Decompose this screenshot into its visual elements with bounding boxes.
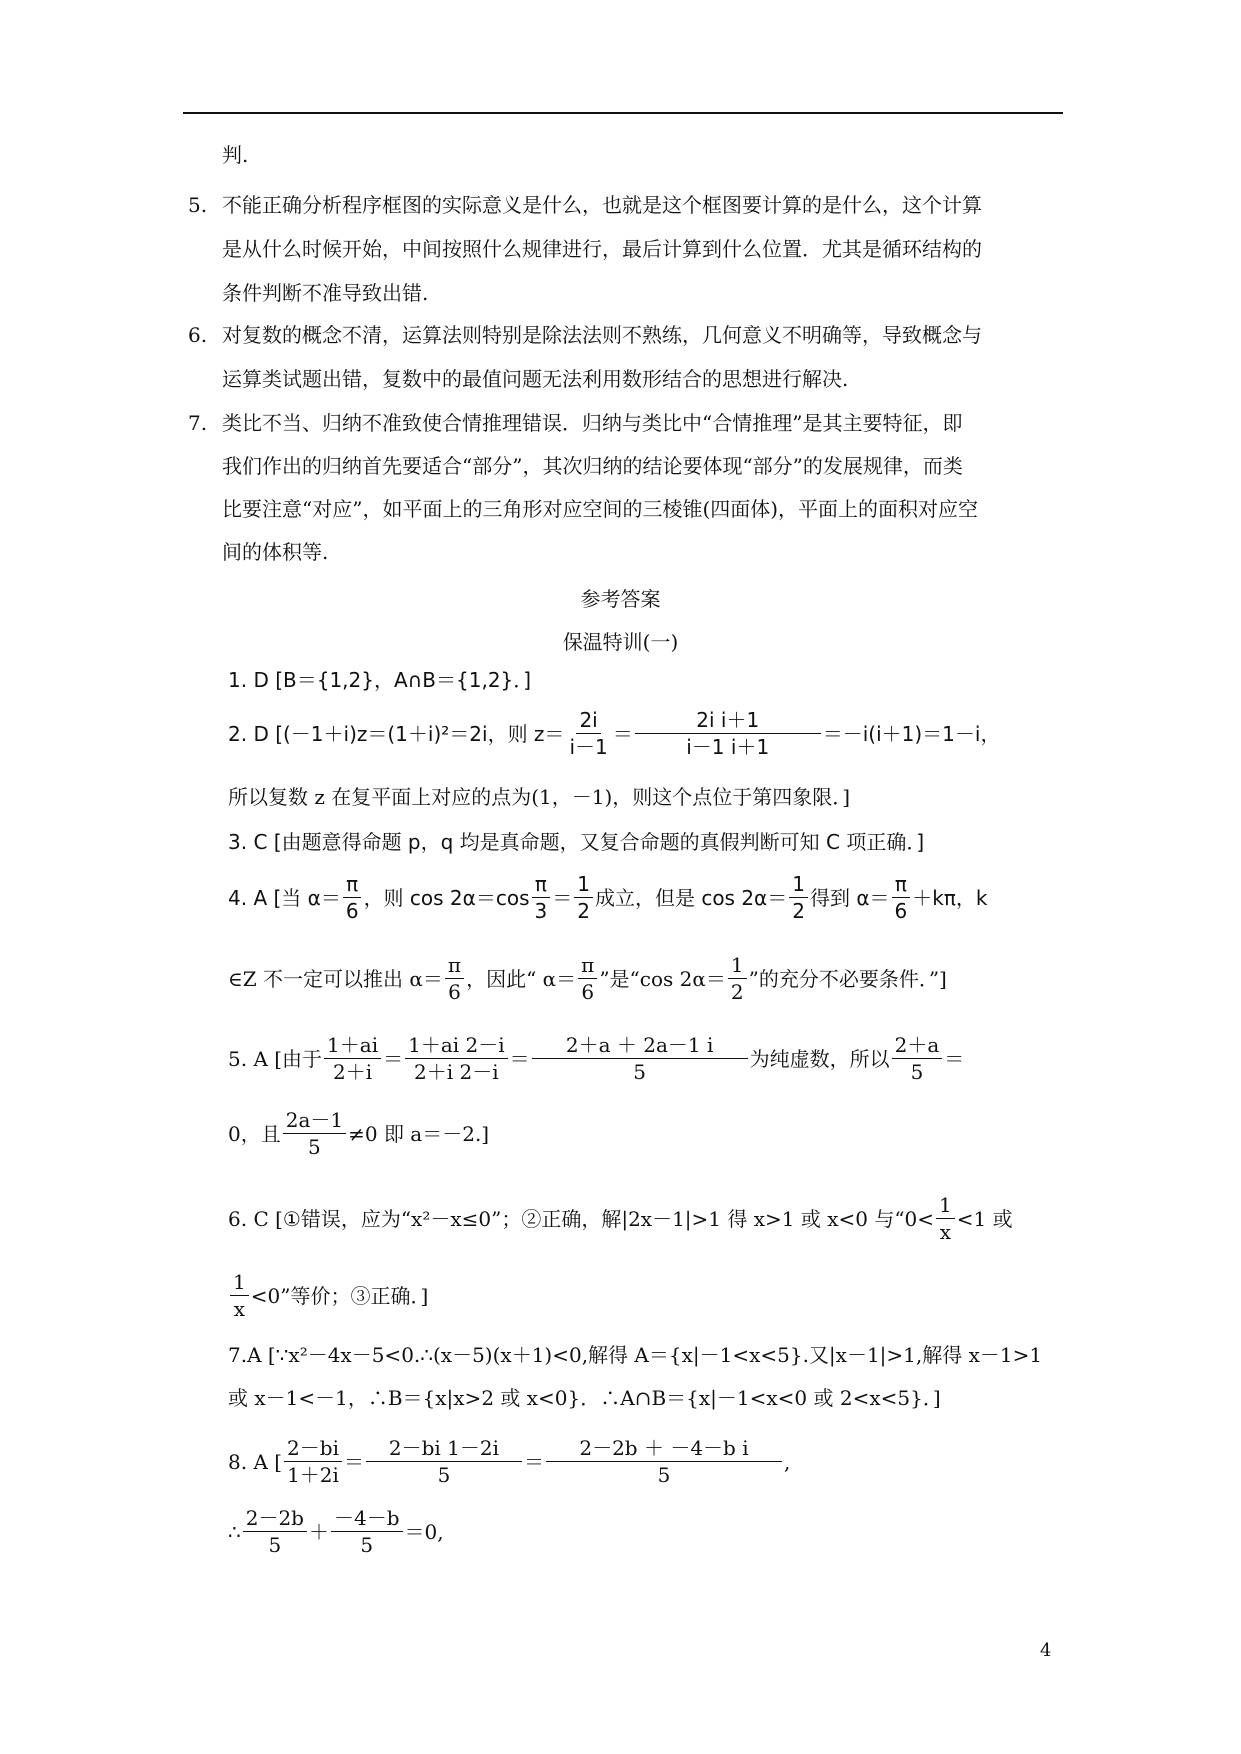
item-5-line-2: 是从什么时候开始，中间按照什么规律进行，最后计算到什么位置．尤其是循环结构的	[222, 237, 982, 261]
text: <1 或	[956, 1206, 1013, 1231]
fraction	[283, 1110, 346, 1157]
numerator: π	[892, 874, 910, 898]
continued-text: 判.	[222, 143, 249, 167]
fraction	[284, 1438, 342, 1485]
header-rule	[183, 112, 1063, 114]
numerator: －4－b	[331, 1508, 403, 1532]
answer-5-line-2	[228, 1110, 489, 1157]
fraction	[243, 1508, 307, 1555]
answer-2-fraction-1	[566, 710, 610, 757]
numerator: 2i i＋1	[635, 710, 821, 734]
item-5-number: 5.	[188, 193, 208, 217]
fraction-pi-6	[578, 955, 597, 1002]
answer-8-line-2	[228, 1508, 444, 1555]
text: ≠0 即 a＝－2.]	[348, 1121, 490, 1146]
denominator: i－1 i＋1	[686, 735, 770, 759]
denominator: 5	[437, 1463, 451, 1487]
denominator: 3	[534, 899, 548, 923]
text: ，则 cos 2α＝cos	[363, 885, 530, 910]
equals: ＝	[523, 1449, 544, 1474]
equals: ＝	[612, 721, 633, 746]
text: 8. A [	[228, 1449, 283, 1474]
numerator: 2＋a	[892, 1035, 943, 1059]
text: ，因此“ α＝	[466, 966, 577, 991]
numerator: 2－bi	[284, 1438, 342, 1462]
denominator: 5	[657, 1463, 671, 1487]
answer-2-line-1	[228, 710, 1000, 757]
text: 5. A [由于	[228, 1046, 323, 1071]
answer-2-fraction-2	[635, 710, 821, 757]
answer-1: 1. D [B＝{1,2}，A∩B＝{1,2}．]	[228, 668, 532, 692]
denominator: 2	[577, 899, 590, 923]
answer-8-line-1	[228, 1438, 790, 1485]
numerator: 2i	[576, 710, 600, 734]
item-7-line-4: 间的体积等.	[222, 540, 329, 564]
page-number: 4	[1040, 1640, 1052, 1661]
text: ,	[783, 1449, 791, 1474]
fraction-1-2	[789, 874, 808, 921]
text: 得到 α＝	[809, 885, 890, 910]
denominator: 1＋2i	[287, 1463, 339, 1487]
denominator: 5	[360, 1533, 374, 1557]
numerator: 1＋ai 2－i	[405, 1035, 508, 1059]
numerator: 2－2b	[243, 1508, 307, 1532]
answer-4-line-1	[228, 874, 987, 921]
answer-4-line-2	[228, 955, 947, 1002]
item-5-line-1: 不能正确分析程序框图的实际意义是什么，也就是这个框图要计算的是什么，这个计算	[222, 193, 982, 217]
denominator: 2	[792, 899, 805, 923]
fraction	[546, 1438, 782, 1485]
denominator: 6	[581, 980, 595, 1004]
text: ”的充分不必要条件．”]	[748, 966, 947, 991]
text: ＋	[309, 1519, 329, 1544]
text: 成立，但是 cos 2α＝	[594, 885, 788, 910]
item-6-number: 6.	[188, 323, 208, 347]
item-5-line-3: 条件判断不准导致出错.	[222, 281, 429, 305]
numerator: π	[343, 874, 361, 898]
text: 6. C [①错误，应为“x²－x≤0”；②正确，解|2x－1|>1 得 x>1 或 x<0 与“0<	[228, 1206, 935, 1231]
text: ∈Z 不一定可以推出 α＝	[228, 966, 443, 991]
fraction	[532, 1035, 748, 1082]
numerator: π	[578, 955, 597, 979]
denominator: 2＋i 2－i	[414, 1060, 499, 1084]
answer-5-line-1	[228, 1035, 964, 1082]
answer-2-post: ＝－i(i＋1)＝1－i，	[822, 721, 1001, 746]
item-7-line-3: 比要注意“对应”，如平面上的三角形对应空间的三棱锥(四面体)，平面上的面积对应空	[222, 497, 979, 521]
numerator: 1	[728, 955, 747, 979]
equals: ＝	[552, 885, 573, 910]
answer-2-line-2: 所以复数 z 在复平面上对应的点为(1，－1)，则这个点位于第四象限．]	[228, 785, 851, 809]
numerator: 1	[789, 874, 808, 898]
numerator: π	[532, 874, 550, 898]
numerator: 1	[574, 874, 593, 898]
numerator: 2－2b ＋ －4－b i	[546, 1438, 782, 1462]
fraction-pi-6	[445, 955, 464, 1002]
fraction-pi-6	[892, 874, 911, 921]
text: 0，且	[228, 1121, 281, 1146]
text: ＋kπ，k	[912, 885, 988, 910]
fraction-1-2	[574, 874, 593, 921]
numerator: 1	[230, 1272, 249, 1296]
text: 为纯虚数，所以	[749, 1046, 890, 1071]
text: ＝0,	[404, 1519, 444, 1544]
text: ∴	[228, 1519, 241, 1544]
answers-title: 参考答案	[580, 587, 661, 611]
fraction	[331, 1508, 403, 1555]
denominator: 2＋i	[333, 1060, 373, 1084]
equals: ＝	[383, 1046, 404, 1071]
denominator: 6	[894, 899, 908, 923]
item-7-number: 7.	[188, 411, 208, 435]
answer-3: 3. C [由题意得命题 p，q 均是真命题，又复合命题的真假判断可知 C 项正确．]	[228, 830, 925, 854]
denominator: 5	[910, 1060, 924, 1084]
text: ”是“cos 2α＝	[599, 966, 726, 991]
item-7-line-2: 我们作出的归纳首先要适合“部分”，其次归纳的结论要体现“部分”的发展规律，而类	[222, 454, 963, 478]
answer-7-line-2: 或 x－1<－1，∴B＝{x|x>2 或 x<0}．∴A∩B＝{x|－1<x<0 或 2<x<5}．]	[228, 1386, 941, 1410]
denominator: 2	[730, 980, 744, 1004]
equals: ＝	[343, 1449, 364, 1474]
numerator: π	[445, 955, 464, 979]
equals: ＝	[944, 1046, 965, 1071]
item-7-line-1: 类比不当、归纳不准致使合情推理错误．归纳与类比中“合情推理”是其主要特征，即	[222, 411, 963, 435]
text: <0”等价；③正确．]	[250, 1283, 429, 1308]
answers-subtitle: 保温特训(一)	[562, 630, 679, 654]
fraction	[405, 1035, 508, 1082]
numerator: 2－bi 1－2i	[366, 1438, 522, 1462]
denominator: x	[939, 1220, 952, 1244]
fraction-1-2	[728, 955, 747, 1002]
numerator: 2a－1	[283, 1110, 346, 1134]
denominator: i－1	[569, 735, 608, 759]
numerator: 1＋ai	[324, 1035, 381, 1059]
denominator: 5	[633, 1060, 646, 1084]
denominator: 5	[308, 1135, 321, 1159]
numerator: 1	[936, 1195, 955, 1219]
fraction	[324, 1035, 381, 1082]
denominator: x	[233, 1297, 245, 1321]
answer-6-line-2	[228, 1272, 428, 1319]
denominator: 5	[268, 1533, 282, 1557]
answer-7-line-1: 7.A [∵x²－4x－5<0.∴(x－5)(x＋1)<0,解得 A＝{x|－1<x<5}.又|x－1|>1,解得 x－1>1	[228, 1343, 1043, 1367]
answer-2-pre: 2. D [(－1＋i)z＝(1＋i)²＝2i，则 z＝	[228, 721, 565, 746]
numerator: 2＋a ＋ 2a－1 i	[532, 1035, 748, 1059]
fraction	[366, 1438, 522, 1485]
denominator: 6	[345, 899, 359, 923]
answer-6-line-1	[228, 1195, 1013, 1242]
item-6-line-2: 运算类试题出错，复数中的最值问题无法利用数形结合的思想进行解决.	[222, 367, 849, 391]
fraction-pi-6	[343, 874, 362, 921]
fraction	[892, 1035, 943, 1082]
fraction	[936, 1195, 955, 1242]
item-6-line-1: 对复数的概念不清，运算法则特别是除法法则不熟练，几何意义不明确等，导致概念与	[222, 323, 982, 347]
fraction-pi-3	[532, 874, 551, 921]
fraction	[230, 1272, 249, 1319]
text: 4. A [当 α＝	[228, 885, 341, 910]
denominator: 6	[448, 980, 461, 1004]
equals: ＝	[509, 1046, 530, 1071]
